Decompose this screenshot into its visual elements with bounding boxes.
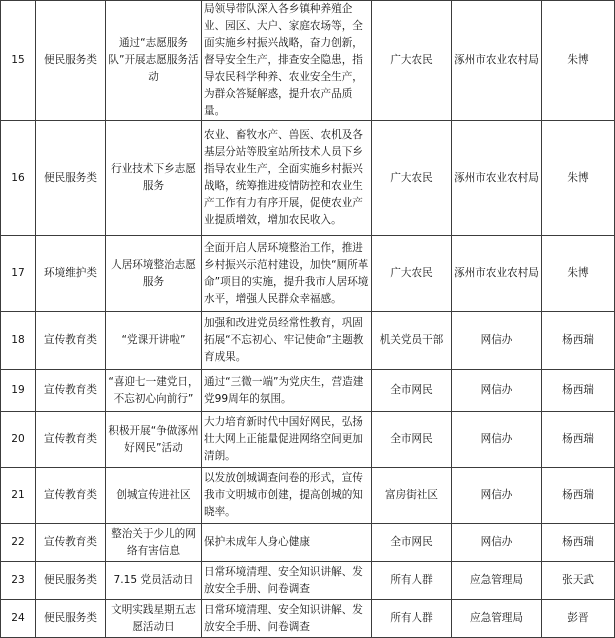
cell-person: 杨西瑞	[542, 468, 615, 524]
cell-activity-name: 行业技术下乡志愿服务	[106, 121, 202, 236]
cell-activity-name: 整治关于少儿的网络有害信息	[106, 524, 202, 562]
cell-unit: 网信办	[452, 524, 542, 562]
cell-type: 便民服务类	[36, 562, 106, 600]
cell-activity-name: 创城宣传进社区	[106, 468, 202, 524]
cell-number: 15	[1, 1, 36, 121]
cell-activity-name: 文明实践星期五志愿活动日	[106, 600, 202, 638]
cell-type: 便民服务类	[36, 600, 106, 638]
table-row	[1, 562, 615, 600]
cell-content: 通过“三微一端”为党庆生，营造建党99周年的氛围。	[202, 370, 372, 412]
cell-activity-name: 7.15 党员活动日	[106, 562, 202, 600]
cell-unit: 网信办	[452, 312, 542, 370]
table-row	[1, 524, 615, 562]
cell-person: 朱博	[542, 1, 615, 121]
cell-number: 24	[1, 600, 36, 638]
cell-content: 保护未成年人身心健康	[202, 524, 372, 562]
cell-type: 宣传教育类	[36, 524, 106, 562]
cell-target: 机关党员干部	[372, 312, 452, 370]
cell-person: 杨西瑞	[542, 412, 615, 468]
cell-unit: 应急管理局	[452, 562, 542, 600]
cell-content: 加强和改进党员经常性教育，巩固拓展“不忘初心、牢记使命”主题教育成果。	[202, 312, 372, 370]
cell-number: 22	[1, 524, 36, 562]
cell-type: 宣传教育类	[36, 312, 106, 370]
cell-content: 以发放创城调查问卷的形式，宣传我市文明城市创建，提高创城的知晓率。	[202, 468, 372, 524]
cell-activity-name: 人居环境整治志愿服务	[106, 236, 202, 312]
cell-unit: 涿州市农业农村局	[452, 1, 542, 121]
cell-unit: 应急管理局	[452, 600, 542, 638]
cell-target: 富房街社区	[372, 468, 452, 524]
cell-unit: 网信办	[452, 412, 542, 468]
cell-activity-name: 积极开展“争做涿州好网民”活动	[106, 412, 202, 468]
cell-type: 宣传教育类	[36, 370, 106, 412]
cell-content: 局领导带队深入各乡镇种养殖企业、园区、大户、家庭农场等，全面实施乡村振兴战略，奋力创新，督导安全生产，排查安全隐患，指导农民科学种养、农业安全生产，为群众答疑解惑，提升农产品质量。	[202, 1, 372, 121]
cell-target: 所有人群	[372, 562, 452, 600]
cell-target: 广大农民	[372, 236, 452, 312]
cell-person: 杨西瑞	[542, 524, 615, 562]
cell-unit: 涿州市农业农村局	[452, 236, 542, 312]
table-row	[1, 1, 615, 121]
cell-type: 便民服务类	[36, 121, 106, 236]
cell-content: 大力培育新时代中国好网民，弘扬壮大网上正能量促进网络空间更加清朗。	[202, 412, 372, 468]
cell-number: 18	[1, 312, 36, 370]
cell-type: 环境维护类	[36, 236, 106, 312]
cell-target: 广大农民	[372, 1, 452, 121]
cell-number: 21	[1, 468, 36, 524]
table-row	[1, 600, 615, 638]
cell-target: 所有人群	[372, 600, 452, 638]
cell-content: 农业、畜牧水产、兽医、农机及各基层分站等股室站所技术人员下乡指导农业生产，全面实施乡村振兴战略，统筹推进疫情防控和农业生产工作有力有序开展，促使农业产业提质增效，增加农民收入。	[202, 121, 372, 236]
cell-unit: 网信办	[452, 468, 542, 524]
cell-person: 杨西瑞	[542, 370, 615, 412]
cell-target: 全市网民	[372, 524, 452, 562]
cell-target: 全市网民	[372, 370, 452, 412]
cell-unit: 涿州市农业农村局	[452, 121, 542, 236]
cell-content: 日常环境清理、安全知识讲解、发放安全手册、问卷调查	[202, 600, 372, 638]
cell-number: 19	[1, 370, 36, 412]
table-row	[1, 236, 615, 312]
cell-activity-name: 通过“志愿服务队”开展志愿服务活动	[106, 1, 202, 121]
cell-person: 彭晋	[542, 600, 615, 638]
cell-target: 全市网民	[372, 412, 452, 468]
cell-person: 杨西瑞	[542, 312, 615, 370]
cell-target: 广大农民	[372, 121, 452, 236]
table-row	[1, 412, 615, 468]
table-row	[1, 370, 615, 412]
cell-activity-name: “党课开讲啦”	[106, 312, 202, 370]
cell-type: 宣传教育类	[36, 468, 106, 524]
table-row	[1, 312, 615, 370]
cell-unit: 网信办	[452, 370, 542, 412]
cell-type: 便民服务类	[36, 1, 106, 121]
table-row	[1, 468, 615, 524]
cell-number: 16	[1, 121, 36, 236]
cell-activity-name: “喜迎七一建党日，不忘初心向前行”	[106, 370, 202, 412]
cell-number: 20	[1, 412, 36, 468]
cell-content: 全面开启人居环境整治工作，推进乡村振兴示范村建设，加快“厕所革命”项目的实施，提升我市人居环境水平，增强人民群众幸福感。	[202, 236, 372, 312]
cell-person: 朱博	[542, 236, 615, 312]
table-row	[1, 121, 615, 236]
cell-number: 23	[1, 562, 36, 600]
cell-type: 宣传教育类	[36, 412, 106, 468]
cell-person: 朱博	[542, 121, 615, 236]
cell-person: 张天武	[542, 562, 615, 600]
cell-number: 17	[1, 236, 36, 312]
cell-content: 日常环境清理、安全知识讲解、发放安全手册、问卷调查	[202, 562, 372, 600]
